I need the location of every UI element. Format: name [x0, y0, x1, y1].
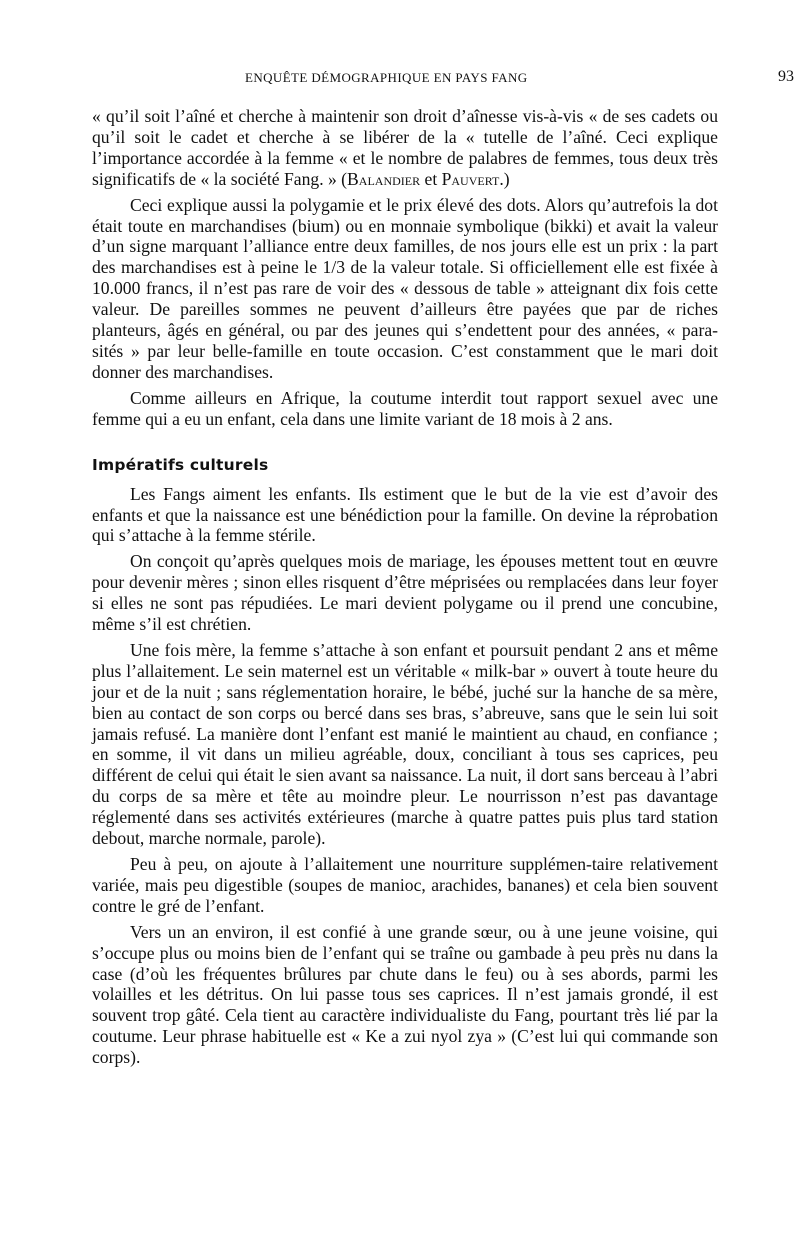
body-text	[92, 106, 718, 1073]
paragraph-dots: Ceci explique aussi la polygamie et le prix élevé des dots. Alors qu’autrefois la dot était toute en marchandises (bium) ou en monnaie symbolique (bikki) et avait la valeur d’un signe marquant l’alliance entre deux familles, de nos jours elle est un prix : la part des marchandises est à peine le 1/3 de la valeur totale. Si officiellement elle est fixée à 10.000 francs, il n’est pas rare de voir des « dessous de table » atteignant dix fois cette valeur. De pareilles sommes ne peuvent d’ailleurs être payées que par de riches planteurs, âgés en général, ou par des jeunes qui s’endettent pour des années, « para-sités » par leur belle-famille en toute occasion. C’est constamment que le mari doit donner des marchandises.	[92, 194, 718, 382]
paragraph-nourriture: Peu à peu, on ajoute à l’allaitement une nourriture supplémen-taire relativement variée, mais peu digestible (soupes de manioc, arachides, bananes) et cela bien souvent contre le gré de l’enfant.	[92, 854, 718, 916]
page-number: 93	[778, 68, 794, 85]
quote-text: « qu’il soit l’aîné et cherche à maintenir son droit d’aînesse vis-à-vis « de ses cadets ou qu’il soit le cadet et cherche à se libérer de la « tutelle de l’aîné. Ceci explique l’importance accordée à la femme « et le nombre de palabres de femmes, tous deux très significatifs de « la société Fang. » (	[92, 106, 718, 189]
quote-author-balandier: Balandier	[347, 168, 421, 189]
paragraph-grande-soeur: Vers un an environ, il est confié à une grande sœur, ou à une jeune voisine, qui s’occupe plus ou moins bien de l’enfant qui se traîne ou gambade à peu près nu dans la case (d’où les fréquentes brûlures par chute dans le feu) ou à ses abords, parmi les volailles et les détritus. On lui passe tous ses caprices. Il n’est jamais grondé, il est souvent trop gâté. Cela tient au caractère individualiste du Fang, pourtant très lié par la coutume. Leur phrase habituelle est « Ke a zui nyol zya » (C’est lui qui commande son corps).	[92, 921, 718, 1068]
paragraph-mariage: On conçoit qu’après quelques mois de mariage, les épouses mettent tout en œuvre pour devenir mères ; sinon elles risquent d’être méprisées ou remplacées dans leur foyer si elles ne sont pas répudiées. Le mari devient polygame ou il prend une concubine, même s’il est chrétien.	[92, 551, 718, 635]
quote-joiner: et	[420, 168, 442, 189]
paragraph-coutume: Comme ailleurs en Afrique, la coutume interdit tout rapport sexuel avec une femme qui a eu un enfant, cela dans une limite variant de 18 mois à 2 ans.	[92, 387, 718, 429]
paragraph-allaitement: Une fois mère, la femme s’attache à son enfant et poursuit pendant 2 ans et même plus l’allaitement. Le sein maternel est un véritable « milk-bar » ouvert à toute heure du jour et de la nuit ; sans réglementation horaire, le bébé, juché sur la hanche de sa mère, bien au contact de son corps ou bercé dans ses bras, s’abreuve, sans que le sein lui soit jamais refusé. La manière dont l’enfant est manié le maintient au chaud, en confiance ; en somme, il vit dans un milieu agréable, doux, conciliant à tous ses caprices, peu différent de celui qui était le sien avant sa naissance. La nuit, il dort sans berceau à l’abri du corps de sa mère et tête au moindre pleur. Le nourrisson n’est pas davantage réglementé dans ses activités extérieures (marche à quatre pattes puis plus tard station debout, marche normale, parole).	[92, 639, 718, 849]
section-heading: Impératifs culturels	[92, 455, 269, 474]
quote-closing: .)	[499, 168, 510, 189]
quote-paragraph	[92, 106, 718, 190]
running-head	[92, 68, 794, 92]
quote-author-pauvert: Pauvert	[441, 168, 500, 189]
paragraph-enfants: Les Fangs aiment les enfants. Ils estiment que le but de la vie est d’avoir des enfants et que la naissance est une bénédiction pour la famille. On devine la réprobation qui s’attache à la femme stérile.	[92, 483, 718, 546]
running-title: ENQUÊTE DÉMOGRAPHIQUE EN PAYS FANG	[245, 70, 528, 85]
